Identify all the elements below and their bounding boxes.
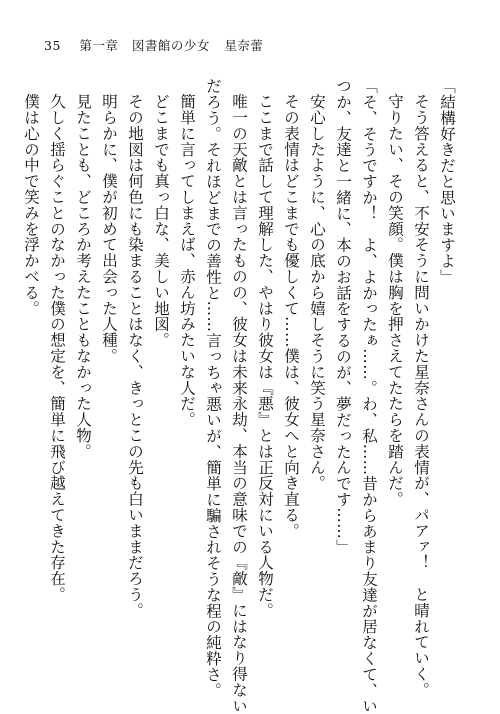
text-line	[382, 78, 408, 678]
text-line	[226, 78, 252, 714]
line-text: 守りたい、その笑顔。僕は胸を押さえてたたらを踏んだ。	[386, 93, 404, 507]
line-text: その地図は何色にも染まることはなく、きっとこの先も白いままだろう。	[126, 93, 144, 619]
text-line	[330, 78, 356, 678]
line-text: つか、友達と一緒に、本のお話をするのが、夢だったんです……」	[334, 78, 352, 555]
text-line	[174, 78, 200, 678]
character-name: 星奈蕾	[224, 38, 264, 53]
line-text: 簡単に言ってしまえば、赤ん坊みたいな人だ。	[178, 93, 196, 428]
text-line	[278, 78, 304, 678]
running-header	[44, 36, 263, 54]
line-text: 見たことも、どころか考えたこともなかった人物。	[74, 93, 92, 460]
line-text: 僕は心の中で笑みを浮かべる。	[22, 93, 40, 317]
text-line	[252, 78, 278, 678]
line-text: だろう。それほどまでの善性と……言っちゃ悪いが、簡単に騙されそうな程の純粋さ。	[204, 78, 222, 699]
text-line	[434, 78, 460, 678]
text-line	[96, 78, 122, 678]
line-text: 「結構好きだと思いますよ」	[438, 78, 456, 285]
text-line	[356, 78, 382, 714]
text-line	[70, 78, 96, 678]
section-title: 図書館の少女	[131, 38, 210, 53]
text-line	[408, 78, 434, 698]
text-line	[122, 78, 148, 678]
text-line	[200, 78, 226, 699]
text-line	[44, 78, 70, 678]
line-text: そう答えると、不安そうに問いかけた星奈さんの表情が、パアァ！ と晴れていく。	[412, 93, 430, 698]
line-text: 唯一の天敵とは言ったものの、彼女は未来永劫、本当の意味での『敵』にはなり得ない	[230, 93, 248, 714]
line-text: ここまで話して理解した、やはり彼女は『悪』とは正反対にいる人物だ。	[256, 93, 274, 619]
line-text: 明らかに、僕が初めて出会った人種。	[100, 93, 118, 364]
line-text: 久しく揺らぐことのなかった僕の想定を、簡単に飛び越えてきた存在。	[48, 93, 66, 603]
line-text: 「そ、そうですか！ よ、よかったぁ……。わ、私……昔からあまり友達が居なくて、い	[360, 78, 378, 714]
text-line	[18, 78, 44, 678]
text-line	[148, 78, 174, 678]
line-text: どこまでも真っ白な、美しい地図。	[152, 93, 170, 348]
vertical-text-body	[18, 78, 460, 714]
text-line	[304, 78, 330, 678]
chapter-label: 第一章	[79, 38, 119, 53]
line-text: その表情はどこまでも優しくて……僕は、彼女へと向き直る。	[282, 93, 300, 539]
line-text: 安心したように、心の底から嬉しそうに笑う星奈さん。	[308, 93, 326, 491]
page-number: 35	[44, 38, 61, 53]
